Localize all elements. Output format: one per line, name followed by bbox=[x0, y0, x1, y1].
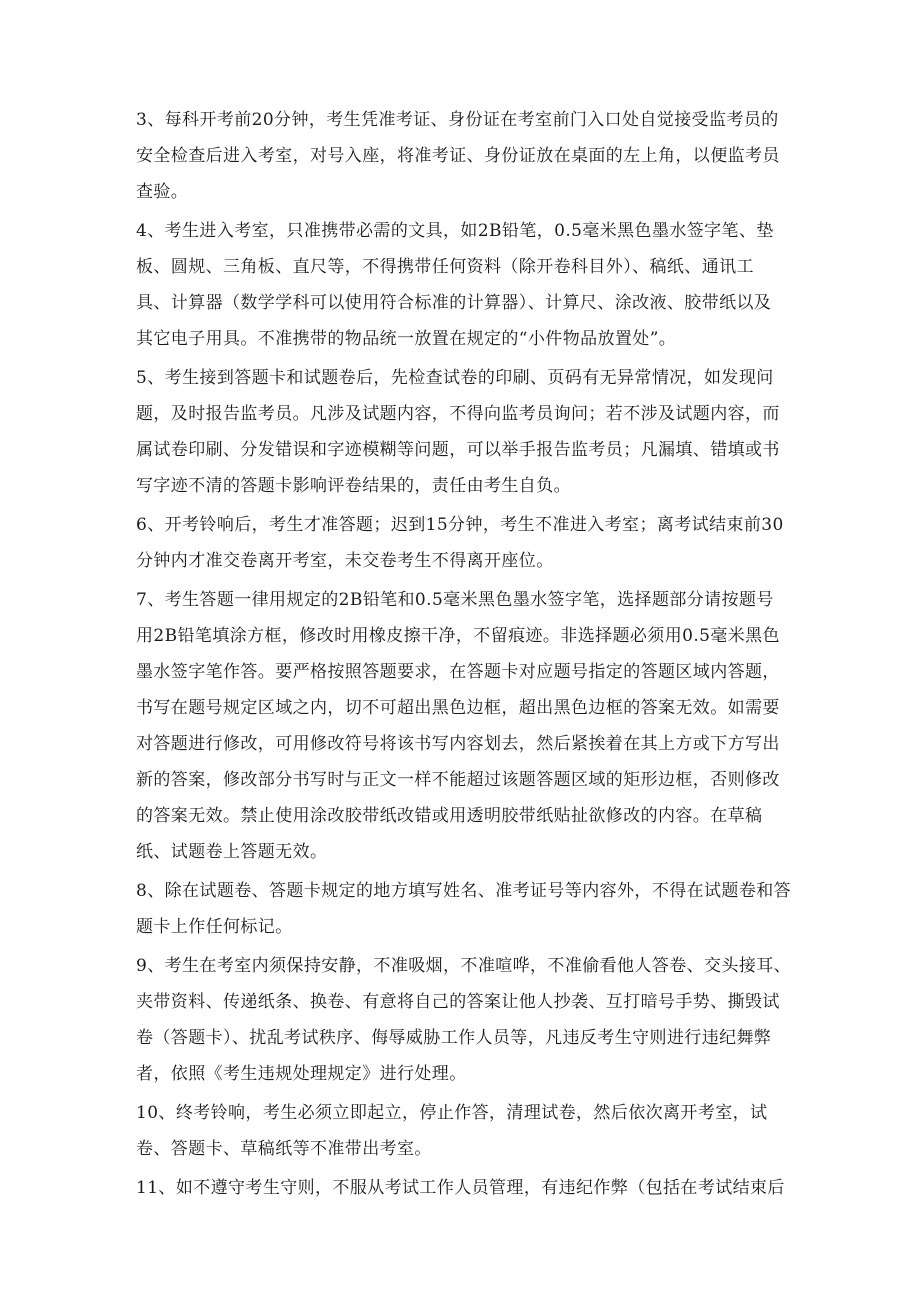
text-line: 11、如不遵守考生守则，不服从考试工作人员管理，有违纪作弊（包括在考试结束后 bbox=[136, 1178, 785, 1198]
text-line: 书写在题号规定区域之内，切不可超出黑色边框，超出黑色边框的答案无效。如需要 bbox=[136, 698, 780, 718]
text-line: 9、考生在考室内须保持安静，不准吸烟，不准喧哗，不准偷看他人答卷、交头接耳、 bbox=[136, 956, 792, 976]
text-line: 7、考生答题一律用规定的2B铅笔和0.5毫米黑色墨水签字笔，选择题部分请按题号 bbox=[136, 590, 774, 610]
text-line: 新的答案，修改部分书写时与正文一样不能超过该题答题区域的矩形边框，否则修改 bbox=[136, 770, 780, 790]
text-line: 卷、答题卡、草稿纸等不准带出考室。 bbox=[136, 1139, 432, 1159]
text-line: 安全检查后进入考室，对号入座，将准考证、身份证放在桌面的左上角，以便监考员 bbox=[136, 146, 780, 166]
text-line: 查验。 bbox=[136, 182, 189, 202]
text-line: 用2B铅笔填涂方框，修改时用橡皮擦干净，不留痕迹。非选择题必须用0.5毫米黑色 bbox=[136, 626, 780, 646]
text-line: 者，依照《考生违规处理规定》进行处理。 bbox=[136, 1064, 467, 1084]
text-line: 其它电子用具。不准携带的物品统一放置在规定的“小件物品放置处”。 bbox=[136, 329, 677, 349]
text-line: 3、每科开考前20分钟，考生凭准考证、身份证在考室前门入口处自觉接受监考员的 bbox=[136, 110, 779, 130]
text-line: 8、除在试题卷、答题卡规定的地方填写姓名、准考证号等内容外，不得在试题卷和答 bbox=[136, 881, 792, 901]
text-line: 4、考生进入考室，只准携带必需的文具，如2B铅笔，0.5毫米黑色墨水签字笔、垫 bbox=[136, 221, 774, 241]
text-line: 的答案无效。禁止使用涂改胶带纸改错或用透明胶带纸贴扯欲修改的内容。在草稿 bbox=[136, 806, 763, 826]
text-line: 题卡上作任何标记。 bbox=[136, 917, 293, 937]
text-line: 板、圆规、三角板、直尺等，不得携带任何资料（除开卷科目外）、稿纸、通讯工 bbox=[136, 257, 754, 277]
text-line: 题，及时报告监考员。凡涉及试题内容，不得向监考员询问；若不涉及试题内容，而 bbox=[136, 404, 780, 424]
text-line: 具、计算器（数学学科可以使用符合标准的计算器）、计算尺、涂改液、胶带纸以及 bbox=[136, 293, 772, 313]
text-line: 对答题进行修改，可用修改符号将该书写内容划去，然后紧挨着在其上方或下方写出 bbox=[136, 734, 780, 754]
text-line: 夹带资料、传递纸条、换卷、有意将自己的答案让他人抄袭、互打暗号手势、撕毁试 bbox=[136, 992, 780, 1012]
text-line: 5、考生接到答题卡和试题卷后，先检查试卷的印刷、页码有无异常情况，如发现问 bbox=[136, 368, 774, 388]
text-line: 6、开考铃响后，考生才准答题；迟到15分钟，考生不准进入考室；离考试结束前30 bbox=[136, 515, 784, 535]
text-line: 属试卷印刷、分发错误和字迹模糊等问题，可以举手报告监考员；凡漏填、错填或书 bbox=[136, 440, 780, 460]
text-line: 分钟内才准交卷离开考室，未交卷考生不得离开座位。 bbox=[136, 551, 554, 571]
text-line: 10、终考铃响，考生必须立即起立，停止作答，清理试卷，然后依次离开考室，试 bbox=[136, 1103, 768, 1123]
text-line: 卷（答题卡）、扰乱考试秩序、侮辱威胁工作人员等，凡违反考生守则进行违纪舞弊 bbox=[136, 1028, 772, 1048]
text-line: 纸、试题卷上答题无效。 bbox=[136, 842, 328, 862]
text-line: 墨水签字笔作答。要严格按照答题要求，在答题卡对应题号指定的答题区域内答题， bbox=[136, 662, 780, 682]
text-line: 写字迹不清的答题卡影响评卷结果的，责任由考生自负。 bbox=[136, 476, 571, 496]
